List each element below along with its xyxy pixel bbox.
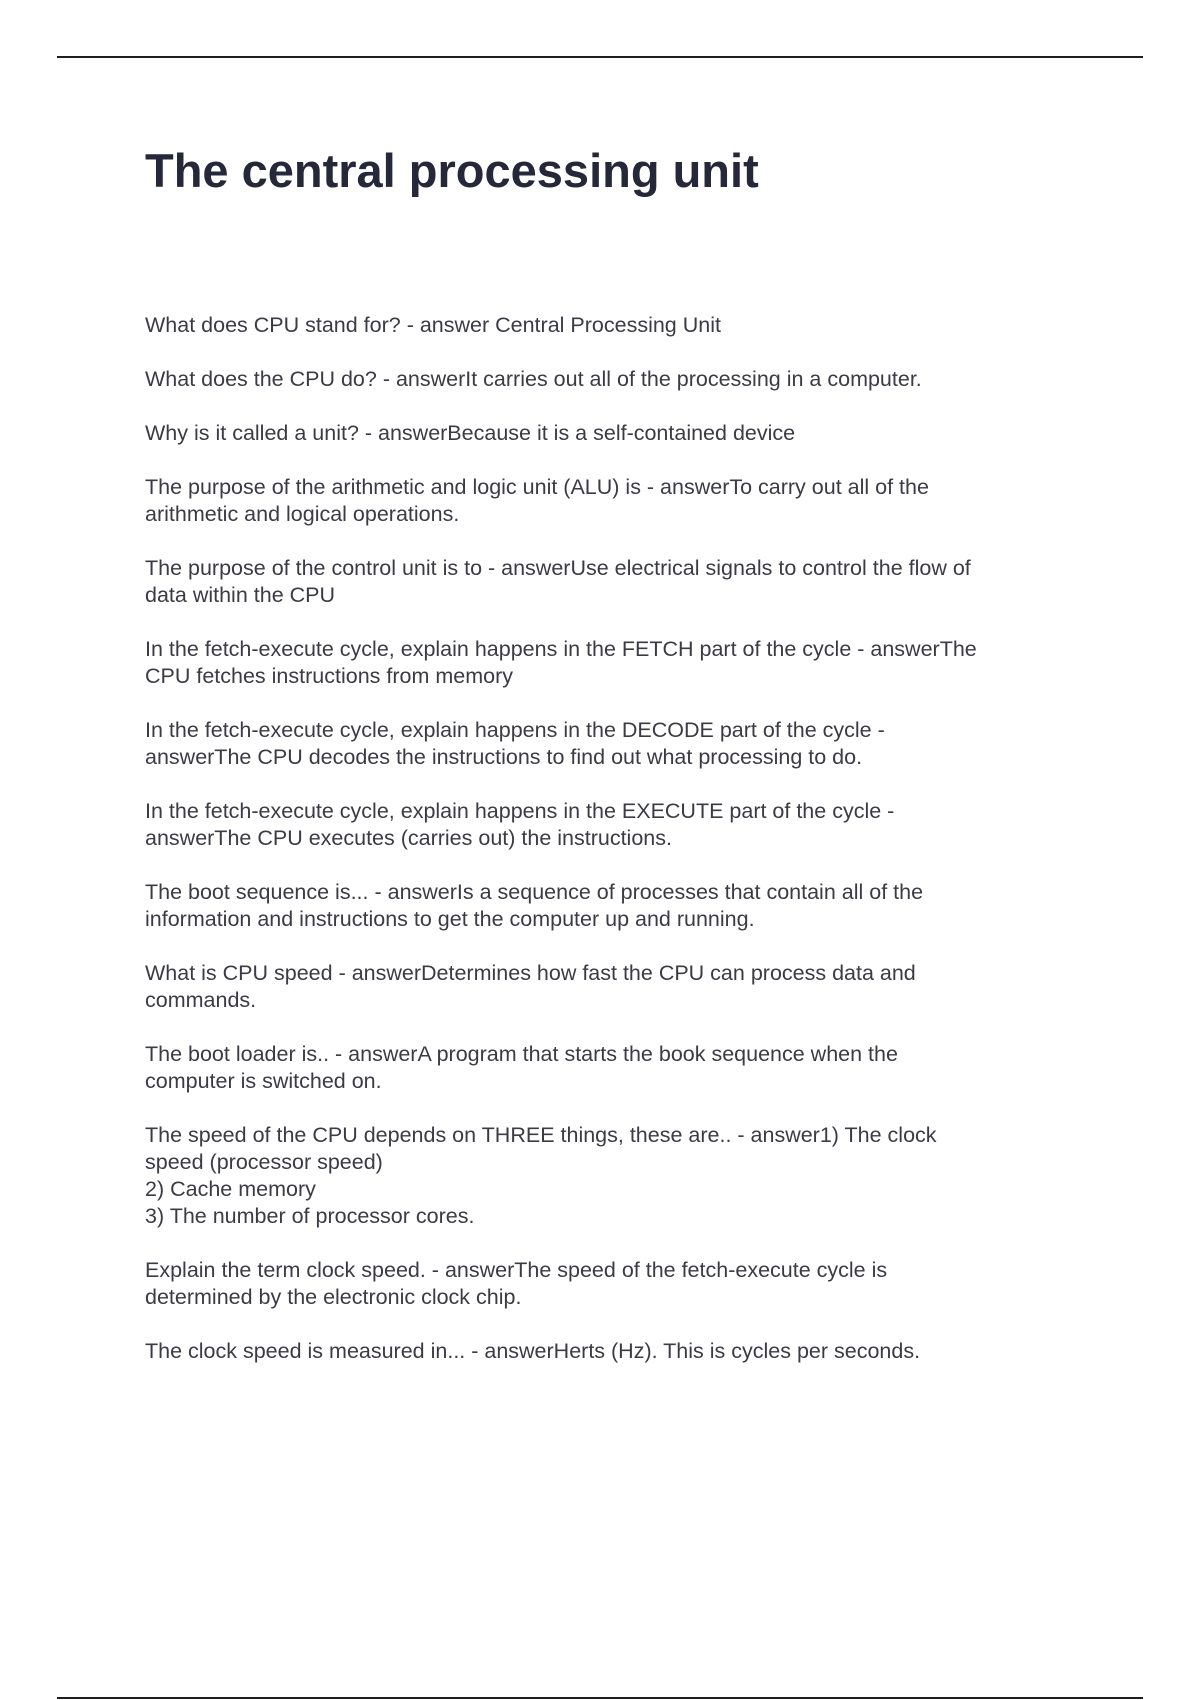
qa-item-fetch: In the fetch-execute cycle, explain happens in the FETCH part of the cycle - answerThe CPU fetches instructions from memory bbox=[145, 637, 977, 688]
qa-item-called-unit: Why is it called a unit? - answerBecause it is a self-contained device bbox=[145, 421, 796, 445]
qa-item-cpu-speed: What is CPU speed - answerDetermines how fast the CPU can process data and commands. bbox=[145, 961, 916, 1012]
qa-list bbox=[145, 312, 1090, 1392]
qa-item-decode: In the fetch-execute cycle, explain happens in the DECODE part of the cycle - answerThe CPU decodes the instructions to find out what processing to do. bbox=[145, 718, 885, 769]
bottom-rule bbox=[57, 1697, 1143, 1699]
qa-item-control-unit-purpose: The purpose of the control unit is to - answerUse electrical signals to control the flow of data within the CPU bbox=[145, 556, 971, 607]
qa-item-clock-speed-unit: The clock speed is measured in... - answerHerts (Hz). This is cycles per seconds. bbox=[145, 1339, 921, 1363]
page-title: The central processing unit bbox=[145, 144, 759, 197]
top-rule bbox=[57, 56, 1143, 58]
qa-item-cpu-do: What does the CPU do? - answerIt carries out all of the processing in a computer. bbox=[145, 367, 922, 391]
qa-item-cpu-stand-for: What does CPU stand for? - answer Central Processing Unit bbox=[145, 313, 721, 337]
qa-item-alu-purpose: The purpose of the arithmetic and logic unit (ALU) is - answerTo carry out all of the arithmetic and logical operations. bbox=[145, 475, 929, 526]
qa-item-speed-factors: The speed of the CPU depends on THREE things, these are.. - answer1) The clock speed (processor speed) 2) Cache memory 3) The number of processor cores. bbox=[145, 1123, 937, 1228]
qa-item-execute: In the fetch-execute cycle, explain happens in the EXECUTE part of the cycle - answerThe CPU executes (carries out) the instructions. bbox=[145, 799, 895, 850]
qa-item-boot-sequence: The boot sequence is... - answerIs a sequence of processes that contain all of the information and instructions to get the computer up and running. bbox=[145, 880, 924, 931]
qa-item-clock-speed-term: Explain the term clock speed. - answerThe speed of the fetch-execute cycle is determined by the electronic clock chip. bbox=[145, 1258, 888, 1309]
qa-item-boot-loader: The boot loader is.. - answerA program that starts the book sequence when the computer is switched on. bbox=[145, 1042, 898, 1093]
